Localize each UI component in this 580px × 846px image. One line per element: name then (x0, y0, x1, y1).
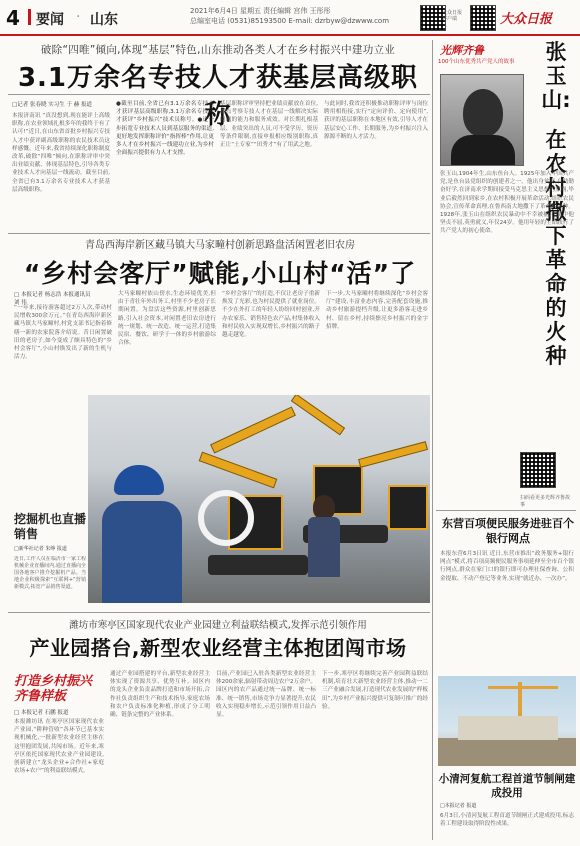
section-subname: 山东 (90, 12, 118, 28)
photo-caption-text: 6月3日,小清河复航工程首道节制闸正式建成投用,标志着工程建设取得阶段性成果。 (440, 813, 574, 828)
story-column: 大马家疃村依山傍水,生态环境优美,但由于青壮年外出务工,村里不少老房子长期闲置。为盘活这些资源,村里创新思路,引入社会资本,对闲置老旧农房进行统一规划、统一改造、统一运营,打造集民宿、餐饮、研学于一体的乡村旅游综合体。 (118, 291, 216, 347)
story-headline: 3.1万余名专技人才获基层高级职称 (17, 63, 419, 130)
story-column: 下一步,大马家疃村将继续深化“乡村会客厅”建设,丰富业态内容,完善配套设施,推动乡村旅游提档升级,让更多游客走进乡村、留在乡村,持续擦亮乡村振兴的金字招牌。 (326, 291, 428, 330)
feature-body: 张玉山,1904年生,山东鱼台人。1925年加入中国共产党,是鱼台县党组织的创建者之一。他出身贫寒,自幼勤奋好学,在济南求学期间接受马克思主义思想的熏陶,毕业后毅然回到家乡,在农村积极开展革命活动,组织农民协会,宣传革命真理,在鲁西南大地撒下了革命的火种。1928年,张玉山在组织农民暴动中不幸被捕,在狱中他坚贞不屈,英勇就义,年仅24岁。他用年轻的生命践行了共产党人的初心使命。 (440, 171, 574, 235)
story-column: “乡村会客厅”的打造,不仅让老房子重新焕发了光彩,也为村民提供了就业岗位。不少在外打工的年轻人纷纷回村创业,开办农家乐、销售特色农产品,村集体收入和村民收入实现双增长,乡村振兴的路子越走越宽。 (222, 291, 320, 339)
feature-title: 在农村撒下革命的火种 (545, 128, 567, 368)
column-logo: 打造乡村振兴齐鲁样板 (14, 674, 93, 704)
photo-caption-title: 挖掘机也直播销售 (14, 512, 87, 541)
dateline-contact: 总编室电话 (0531)85193500 E-mail: dzrbyw@dzwww.com (190, 17, 390, 25)
divider (436, 510, 576, 511)
qr-caption: 扫码看更多光辉齐鲁故事 (520, 495, 571, 508)
story-column: 基层职称评审坚持把业绩贡献放在首位,重点考察专技人才在基层一线解决实际问题的能力和服务成效。对长期扎根基层、业绩突出的人员,可不受学历、资历等条件限制,直接申报相应级别职称,真正让“土专家”“田秀才”有了用武之地。 (220, 101, 318, 149)
story-column: 通过产业园搭建的平台,新型农业经营主体实现了资源共享、优势互补。园区内的龙头企业负责品牌打造和市场开拓,合作社负责组织生产和技术指导,家庭农场和农户负责标准化种植,形成了分工明确、链条完整的产业体系。 (110, 671, 210, 719)
column-divider (432, 40, 433, 840)
brief-headline: 东营百项便民服务进驻百个银行网点 (442, 517, 574, 545)
dateline-editors: 2021年6月4日 星期五 责任编辑 宫伟 王彤彤 (190, 7, 331, 15)
story-byline: □ 本报记者 杨志浩 本报通讯员 刘 伟 (14, 292, 91, 306)
story-kicker: 破除“四唯”倾向,体现“基层”特色,山东推动各类人才在乡村振兴中建功立业 (40, 44, 396, 56)
story-column: 下一步,寒亭区将继续完善产业园利益联结机制,培育壮大新型农业经营主体,推动一二三产业融合发展,打造现代农业发展的“样板田”,为乡村产业振兴提供可复制可推广的经验。 (322, 671, 428, 710)
newspaper-logo: 大众日报 (500, 12, 553, 27)
story-kicker: 青岛西海岸新区藏马镇大马家疃村创新思路盘活闲置老旧农房 (85, 240, 355, 251)
story-column: 本报潍坊讯 在寒亭区国家现代农业产业园,“耕种管收”各环节已基本实现机械化,一批新型农业经营主体在这里抱团发展,共闯市场。近年来,寒亭区依托国家现代农业产业园建设,创新建立“龙头企业+合作社+家庭农场+农户”的利益联结模式。 (14, 719, 104, 775)
divider (8, 233, 430, 234)
photo-caption-text: 近日,工作人员在临沂市一家工程机械企业直播间内,通过直播向全国各地客户推介挖掘机产品。当地企业积极探索“互联网+”营销新模式,拓宽产品销售渠道。 (14, 556, 86, 590)
excavator-livestream-photo (88, 395, 430, 603)
story-column: “一年来,接待游客超过2万人次,带动村民增收300余万元。”在青岛西海岸新区藏马镇大马家疃村,村党支部书记指着修缮一新的农家院落介绍说。昔日闲置破旧的老房子,如今变成了颇具特色的“乡村会客厅”,小山村焕发出了新的生机与活力。 (14, 305, 112, 361)
section-name: 要闻 (36, 12, 64, 28)
section-separator: · (76, 9, 81, 25)
qr-code-icon (470, 5, 496, 31)
qr-caption: 大众日报客户端 (442, 10, 463, 22)
divider (8, 612, 430, 613)
story-byline: □ 本报记者 石鹏 报道 (14, 710, 69, 716)
feature-title-name: 张玉山: (541, 40, 571, 112)
story-column: 本报济南讯 “真没想到,现在能评上高级职称,在农业领域扎根多年的我终于有了认可!”近日,在山东省首批乡村振兴专技人才中获评副高级职称的农民技术员这样感慨。近年来,我省持续深化职称制度改革,破除“四唯”倾向,在职称评审中突出业绩贡献、体现基层特色,引导各类专业技术人才向基层一线流动。截至目前,全省已有3.1万余名专业技术人才获基层高级职称。 (12, 113, 110, 193)
section-divider (28, 9, 31, 25)
portrait-photo (440, 74, 524, 166)
photo-credit: □本报记者 报道 (440, 803, 477, 809)
story-highlights: ●截至目前,全省已有3.1万余名专技人才获评基层高级职称,3.1万余名专技人才获评“乡村振兴”技术员称号。●进一步拓宽专业技术人员到基层服务的渠道,更好地发挥职称评价“指挥棒”作用,让更多人才在乡村振兴一线建功立业,为乡村全面振兴提供有力人才支撑。 (116, 101, 214, 157)
photo-headline: 小清河复航工程首道节制闸建成投用 (438, 773, 576, 799)
series-subtitle: 100个山东优秀共产党人的故事 (438, 59, 515, 65)
construction-photo (438, 676, 576, 766)
brief-body: 本报东营6月3日讯 近日,东营市推出“政务服务+银行网点”模式,将百项高频便民服务事项延伸至全市百个银行网点,群众在家门口的银行即可办理社保查询、公积金提取、不动产登记等业务,实现“就近办、一次办”。 (440, 551, 574, 582)
story-byline: □记者 张春晓 实习生 于 赫 报道 (12, 102, 92, 108)
story-headline: 产业园搭台,新型农业经营主体抱团闯市场 (29, 636, 407, 660)
story-headline: “乡村会客厅”赋能,小山村“活”了 (23, 259, 417, 288)
page-number: 4 (6, 6, 20, 30)
divider (8, 94, 430, 95)
photo-caption-credit: □新华社记者 朱峥 报道 (14, 546, 67, 552)
story-column: 目前,产业园已入驻各类新型农业经营主体200余家,辐射带动周边农户2万余户。园区内的农产品通过统一品牌、统一标准、统一销售,市场竞争力显著提升,农民收入实现稳步增长,示范引领作用日益凸显。 (216, 671, 316, 719)
story-column: 与此同时,我省还积极推动职称评审与岗位聘用相衔接,实行“定向评价、定向使用”,获评的基层职称在本地区有效,引导人才在基层安心工作、长期服务,为乡村振兴注入源源不断的人才活力。 (324, 101, 428, 140)
series-brand: 光辉齐鲁 (440, 44, 484, 57)
story-kicker: 潍坊市寒亭区国家现代农业产业园建立利益联结模式,发挥示范引领作用 (69, 620, 367, 631)
qr-code-icon (520, 452, 556, 488)
dateline (190, 6, 390, 26)
